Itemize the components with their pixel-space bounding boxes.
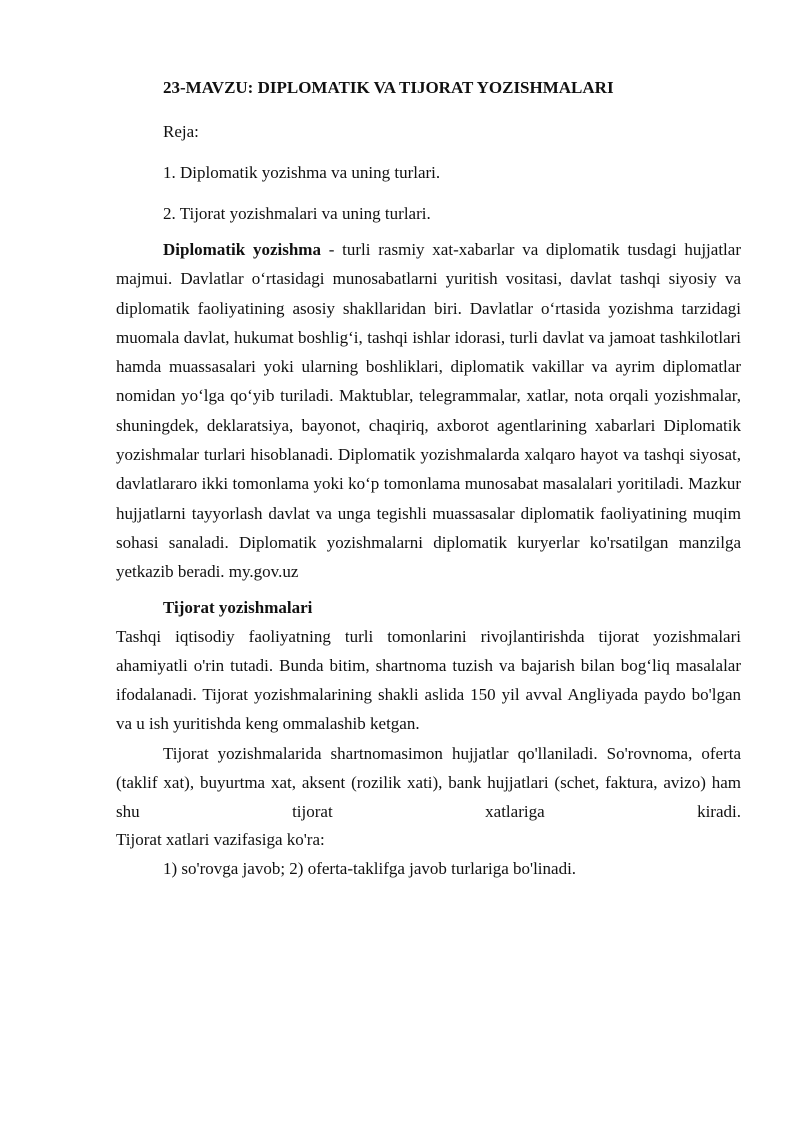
paragraph-diplomatic — [116, 235, 741, 587]
paragraph-commercial-1: Tashqi iqtisodiy faoliyatning turli tomonlarini rivojlantirishda tijorat yozishmalari ahamiyatli o'rin tutadi. Bunda bitim, shartnoma tuzish va bajarish bilan bog‘liq masalalar ifodalanadi. Tijorat yozishmalarining shakli aslida 150 yil avval Angliyada paydo bo'lgan va u ish yuritishda keng ommalashib ketgan. — [116, 626, 741, 734]
paragraph-commercial-3: Tijorat xatlari vazifasiga ko'ra: — [116, 829, 325, 849]
paragraph-commercial-2: Tijorat yozishmalarida shartnomasimon hujjatlar qo'llaniladi. So'rovnoma, oferta (taklif xat), buyurtma xat, aksent (rozilik xati), bank hujjatlari (schet, faktura, avizo) ham shu tijorat xatlariga kiradi. — [116, 743, 741, 822]
document-page — [116, 72, 741, 883]
plan-item-2: 2. Tijorat yozishmalari va uning turlari. — [163, 204, 431, 223]
plan-item-1: 1. Diplomatik yozishma va uning turlari. — [163, 163, 441, 182]
document-title: 23-MAVZU: DIPLOMATIK VA TIJORAT YOZISHMALARI — [163, 78, 614, 97]
term-diplomatic-correspondence: Diplomatik yozishma — [163, 240, 321, 259]
paragraph-diplomatic-text: - turli rasmiy xat-xabarlar va diplomatik tusdagi hujjatlar majmui. Davlatlar o‘rtasidagi munosabatlarni yuritish vositasi, davlat tashqi siyosiy va diplomatik faoliyatining asosiy shakllaridan biri. Davlatlar o‘rtasida yozishma tarzidagi muomala davlat, hukumat boshlig‘i, tashqi ishlar idorasi, turli davlat va jamoat tashkilotlari hamda muassasalari yoki ularning boshliklari, diplomatik vakillar va ayrim diplomatlar nomidan yo‘lga qo‘yib turiladi. Maktublar, telegrammalar, xatlar, nota orqali yozishmalar, shuningdek, deklaratsiya, bayonot, chaqiriq, axborot agentlarining xabarlari Diplomatik yozishmalar turlari hisoblanadi. Diplomatik yozishmalarda xalqaro hayot va tashqi siyosat, davlatlararo ikki tomonlama yoki ko‘p tomonlama munosabat masalalari yoritiladi. Mazkur hujjatlarni tayyorlash davlat va unga tegishli muassasalar diplomatik faoliyatining muqim sohasi sanaladi. Diplomatik yozishmalarni diplomatik kuryerlar ko'rsatilgan manzilga yetkazib beradi. my.gov.uz — [116, 240, 741, 582]
section-heading-commercial: Tijorat yozishmalari — [163, 597, 313, 617]
paragraph-commercial-4: 1) so'rovga javob; 2) oferta-taklifga javob turlariga bo'linadi. — [163, 858, 577, 878]
plan-heading: Reja: — [163, 122, 199, 141]
